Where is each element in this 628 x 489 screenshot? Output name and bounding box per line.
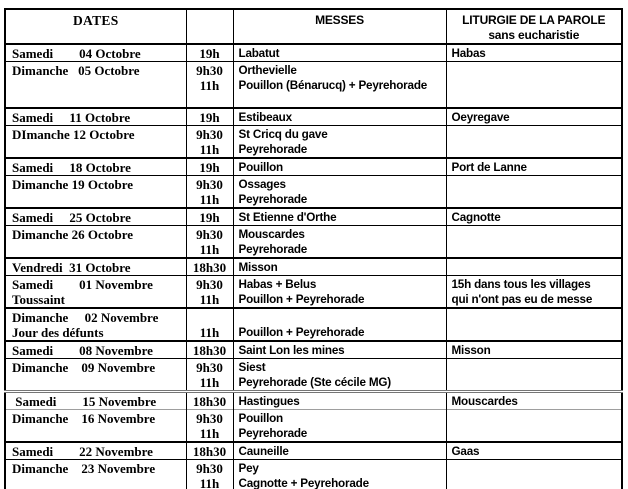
liturgie-value: Port de Lanne	[451, 160, 527, 174]
time-value: 11h	[199, 191, 220, 207]
liturgie-cell	[446, 125, 622, 158]
table-row	[5, 208, 622, 226]
header-dates: DATES	[72, 13, 119, 28]
liturgie-cell	[446, 175, 622, 208]
table-row	[5, 442, 622, 460]
header-messes: MESSES	[233, 9, 446, 44]
liturgie-cell	[446, 358, 622, 391]
liturgie-value: Habas	[451, 47, 486, 60]
messes-value: Peyrehorade	[238, 426, 308, 440]
date-line: Dimanche 16 Novembre	[12, 410, 156, 426]
liturgie-value: Oeyregave	[451, 110, 510, 124]
date-cell	[5, 358, 186, 391]
liturgie-cell	[446, 108, 622, 126]
time-cell	[186, 459, 233, 489]
table-row	[5, 275, 622, 308]
date-cell	[5, 341, 186, 359]
date-cell	[5, 44, 186, 62]
messes-value: Peyrehorade	[238, 192, 308, 206]
date-cell	[5, 108, 186, 126]
table-row	[5, 62, 622, 108]
table-row	[5, 308, 622, 341]
messes-value: Pouillon + Peyrehorade	[238, 325, 365, 339]
date-line: Samedi 08 Novembre	[12, 342, 153, 358]
liturgie-cell	[446, 208, 622, 226]
messes-value: Ossages	[238, 177, 286, 191]
messes-cell	[233, 308, 446, 341]
messes-cell	[233, 358, 446, 391]
header-liturgie	[446, 9, 622, 44]
messes-cell	[233, 125, 446, 158]
messes-value: Cagnotte + Peyrehorade	[238, 476, 369, 489]
liturgie-cell	[446, 391, 622, 409]
table-row	[5, 391, 622, 409]
date-cell	[5, 275, 186, 308]
messes-cell	[233, 225, 446, 258]
liturgie-cell	[446, 225, 622, 258]
messes-cell	[233, 44, 446, 62]
date-cell	[5, 175, 186, 208]
liturgie-value: Cagnotte	[451, 210, 501, 224]
time-value: 11h	[199, 241, 220, 257]
table-row	[5, 44, 622, 62]
date-cell	[5, 225, 186, 258]
messes-value: Mouscardes	[238, 227, 305, 241]
messes-value: Habas + Belus	[238, 277, 317, 291]
date-cell	[5, 308, 186, 341]
messes-value: Estibeaux	[238, 110, 292, 124]
messes-cell	[233, 275, 446, 308]
table-row	[5, 175, 622, 208]
date-cell	[5, 459, 186, 489]
messes-value: Cauneille	[238, 444, 289, 458]
time-cell	[186, 409, 233, 442]
time-cell	[186, 275, 233, 308]
liturgie-cell	[446, 258, 622, 276]
header-empty-cell	[186, 9, 233, 44]
time-value	[187, 310, 233, 325]
time-value: 19h	[199, 109, 220, 125]
time-value: 18h30	[192, 443, 227, 459]
time-value: 11h	[199, 141, 220, 157]
table-row	[5, 108, 622, 126]
date-line: Samedi 25 Octobre	[12, 209, 131, 225]
time-cell	[186, 341, 233, 359]
time-value: 19h	[199, 209, 220, 225]
messes-cell	[233, 62, 446, 108]
messes-cell	[233, 108, 446, 126]
time-cell	[186, 62, 233, 108]
liturgie-cell	[446, 158, 622, 176]
time-value: 9h30	[196, 126, 223, 142]
messes-value: Pouillon	[238, 160, 283, 174]
date-line: Samedi 18 Octobre	[12, 159, 131, 175]
mass-schedule-table	[4, 8, 623, 489]
time-cell	[186, 108, 233, 126]
messes-cell	[233, 391, 446, 409]
messes-value	[239, 310, 444, 325]
time-value: 9h30	[196, 410, 223, 426]
liturgie-value: qui n'ont pas eu de messe	[451, 292, 593, 306]
liturgie-cell	[446, 308, 622, 341]
time-cell	[186, 442, 233, 460]
liturgie-cell	[446, 442, 622, 460]
time-value: 11h	[199, 374, 220, 390]
date-line: Samedi 11 Octobre	[12, 109, 131, 125]
header-liturgie-line1: LITURGIE DE LA PAROLE	[462, 13, 606, 27]
messes-value: Misson	[238, 260, 278, 274]
liturgie-cell	[446, 341, 622, 359]
messes-value: Peyrehorade (Ste cécile MG)	[238, 375, 391, 389]
table-row	[5, 125, 622, 158]
date-line: Dimanche 19 Octobre	[12, 176, 134, 192]
liturgie-value: Gaas	[451, 444, 480, 458]
date-line: Dimanche 23 Novembre	[12, 460, 156, 476]
messes-value: Labatut	[238, 47, 280, 60]
time-cell	[186, 44, 233, 62]
messes-cell	[233, 409, 446, 442]
date-line: Samedi 04 Octobre	[12, 46, 141, 61]
messes-value: Pouillon + Peyrehorade	[238, 292, 365, 306]
messes-value: Pouillon (Bénarucq) + Peyrehorade	[238, 79, 428, 92]
date-line: Samedi 15 Novembre	[12, 393, 157, 409]
table-row	[5, 459, 622, 489]
date-cell	[5, 391, 186, 409]
messes-cell	[233, 158, 446, 176]
messes-value: St Cricq du gave	[238, 127, 328, 141]
time-value: 9h30	[196, 460, 223, 476]
date-line: Dimanche 02 Novembre	[12, 309, 159, 325]
date-cell	[5, 158, 186, 176]
time-value: 9h30	[196, 226, 223, 242]
messes-cell	[233, 341, 446, 359]
messes-value: Hastingues	[238, 394, 300, 408]
messes-cell	[233, 442, 446, 460]
time-cell	[186, 225, 233, 258]
date-cell	[5, 409, 186, 442]
messes-value: Pouillon	[238, 411, 283, 425]
time-value: 11h	[199, 291, 220, 307]
table-row	[5, 409, 622, 442]
table-row	[5, 225, 622, 258]
time-value: 18h30	[192, 393, 227, 409]
time-value: 9h30	[196, 359, 223, 375]
time-cell	[186, 158, 233, 176]
time-cell	[186, 358, 233, 391]
messes-cell	[233, 175, 446, 208]
header-row	[5, 9, 622, 44]
liturgie-cell	[446, 459, 622, 489]
time-cell	[186, 175, 233, 208]
date-cell	[5, 442, 186, 460]
table-row	[5, 158, 622, 176]
time-cell	[186, 391, 233, 409]
time-value: 18h30	[192, 259, 227, 275]
time-value: 9h30	[196, 276, 223, 292]
liturgie-cell	[446, 275, 622, 308]
time-value: 11h	[199, 425, 220, 441]
time-value: 11h	[199, 324, 220, 340]
header-liturgie-line2: sans eucharistie	[488, 28, 580, 42]
time-value: 11h	[199, 475, 220, 489]
time-value: 9h30	[196, 176, 223, 192]
messes-value: Siest	[238, 360, 266, 374]
messes-cell	[233, 459, 446, 489]
liturgie-value: Mouscardes	[451, 394, 518, 408]
date-line: DImanche 12 Octobre	[12, 126, 135, 142]
liturgie-value: 15h dans tous les villages	[451, 277, 591, 291]
messes-value: St Etienne d'Orthe	[238, 210, 337, 224]
time-value: 18h30	[192, 342, 227, 358]
date-cell	[5, 258, 186, 276]
date-cell	[5, 208, 186, 226]
messes-value: Peyrehorade	[238, 142, 308, 156]
time-cell	[186, 258, 233, 276]
messes-cell	[233, 208, 446, 226]
date-line: Toussaint	[12, 291, 65, 307]
date-cell	[5, 62, 186, 108]
time-cell	[186, 208, 233, 226]
messes-cell	[233, 258, 446, 276]
table-row	[5, 341, 622, 359]
schedule-body	[5, 44, 622, 489]
date-line: Vendredi 31 Octobre	[12, 259, 131, 275]
messes-value: Orthevielle	[238, 64, 297, 77]
date-line: Jour des défunts	[12, 324, 104, 340]
table-row	[5, 258, 622, 276]
date-cell	[5, 125, 186, 158]
date-line: Dimanche 26 Octobre	[12, 226, 134, 242]
time-value: 19h	[199, 46, 220, 61]
liturgie-value: Misson	[451, 343, 491, 357]
date-line: Dimanche 09 Novembre	[12, 359, 156, 375]
date-line: Samedi 01 Novembre	[12, 276, 153, 292]
time-cell	[186, 308, 233, 341]
date-line: Dimanche 05 Octobre	[12, 63, 140, 78]
time-value: 19h	[199, 159, 220, 175]
time-value: 11h	[199, 78, 220, 93]
table-row	[5, 358, 622, 391]
messes-value: Pey	[238, 461, 259, 475]
liturgie-cell	[446, 62, 622, 108]
date-line: Samedi 22 Novembre	[12, 443, 153, 459]
liturgie-cell	[446, 409, 622, 442]
messes-value: Peyrehorade	[238, 242, 308, 256]
time-cell	[186, 125, 233, 158]
liturgie-cell	[446, 44, 622, 62]
time-value: 9h30	[196, 63, 223, 78]
messes-value: Saint Lon les mines	[238, 343, 345, 357]
